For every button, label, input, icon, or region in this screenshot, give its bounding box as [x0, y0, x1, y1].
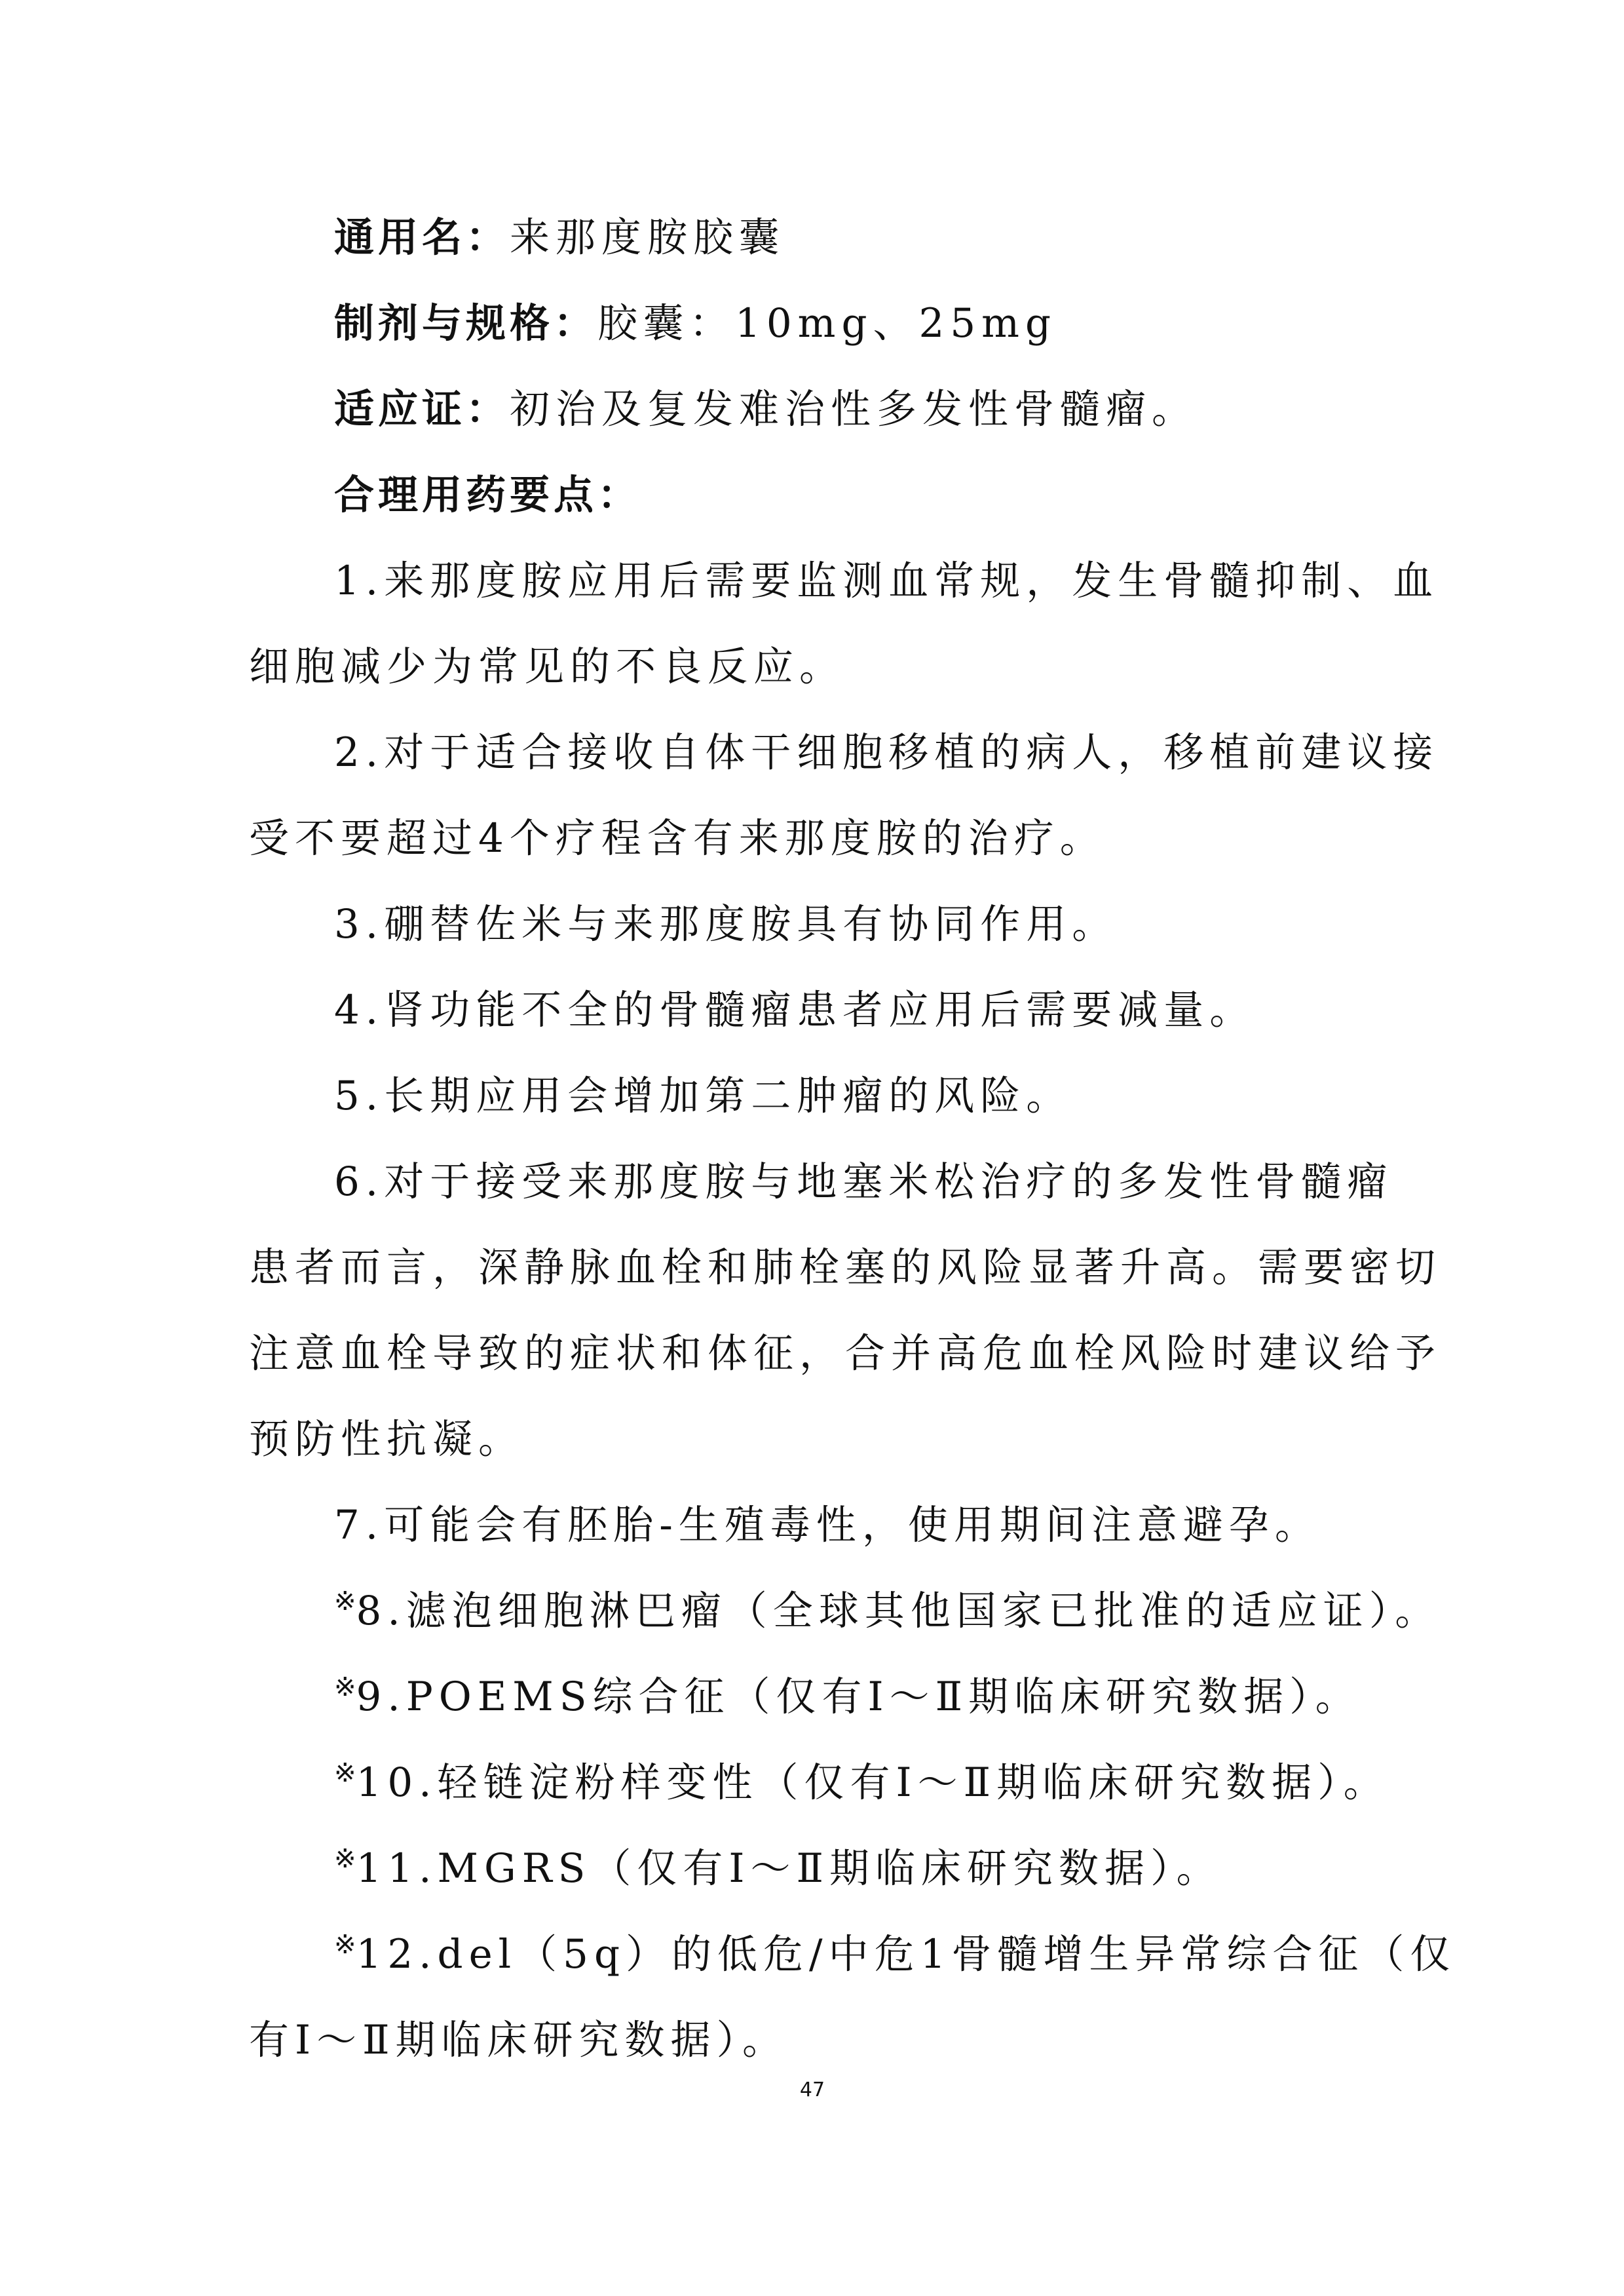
point-1-line-1: 1.来那度胺应用后需要监测血常规，发生骨髓抑制、血 [334, 558, 1439, 604]
point-8 [334, 1585, 1441, 1637]
point-12-text: 12.del（5q）的低危/中危1骨髓增生异常综合征（仅 [356, 1931, 1456, 1978]
indication-label: 适应证： [334, 386, 510, 432]
generic-name-line [334, 212, 1379, 264]
point-12-line-2: 有Ⅰ～Ⅱ期临床研究数据）。 [249, 2017, 789, 2063]
reference-mark: ※ [334, 1844, 356, 1874]
point-2-line-1: 2.对于适合接收自体干细胞移植的病人，移植前建议接 [334, 729, 1439, 776]
point-4: 4.肾功能不全的骨髓瘤患者应用后需要减量。 [334, 987, 1256, 1033]
point-9-text: 9.POEMS综合征（仅有Ⅰ～Ⅱ期临床研究数据）。 [356, 1674, 1361, 1720]
reference-mark: ※ [334, 1758, 356, 1788]
point-3: 3.硼替佐米与来那度胺具有协同作用。 [334, 901, 1118, 947]
point-6-line-3: 注意血栓导致的症状和体征，合并高危血栓风险时建议给予 [249, 1330, 1442, 1377]
point-12-line-1 [334, 1928, 1456, 1981]
key-points-heading: 合理用药要点： [334, 472, 642, 518]
formulation-line [334, 297, 1379, 350]
point-8-text: 8.滤泡细胞淋巴瘤（全球其他国家已批准的适应证）。 [356, 1588, 1441, 1634]
indication-value: 初治及复发难治性多发性骨髓瘤。 [510, 386, 1198, 432]
point-2-line-2: 受不要超过4个疗程含有来那度胺的治疗。 [249, 815, 1106, 862]
point-1-line-2: 细胞减少为常见的不良反应。 [249, 643, 846, 690]
point-10 [334, 1757, 1389, 1809]
formulation-label: 制剂与规格： [334, 300, 598, 347]
point-6-line-1: 6.对于接受来那度胺与地塞米松治疗的多发性骨髓瘤 [334, 1158, 1393, 1205]
reference-mark: ※ [334, 1586, 356, 1617]
point-11 [334, 1843, 1379, 1895]
point-5: 5.长期应用会增加第二肿瘤的风险。 [334, 1073, 1072, 1119]
point-6-line-4: 预防性抗凝。 [249, 1416, 525, 1463]
indication-line [334, 383, 1379, 436]
formulation-value: 胶囊：10mg、25mg [597, 300, 1057, 347]
reference-mark: ※ [334, 1672, 356, 1702]
point-9 [334, 1671, 1379, 1723]
point-7: 7.可能会有胚胎-生殖毒性，使用期间注意避孕。 [334, 1502, 1321, 1548]
generic-name-value: 来那度胺胶囊 [510, 214, 785, 261]
generic-name-label: 通用名： [334, 214, 510, 261]
point-6-line-2: 患者而言，深静脉血栓和肺栓塞的风险显著升高。需要密切 [249, 1244, 1442, 1291]
point-10-text: 10.轻链淀粉样变性（仅有Ⅰ～Ⅱ期临床研究数据）。 [356, 1759, 1389, 1806]
point-11-text: 11.MGRS（仅有Ⅰ～Ⅱ期临床研究数据）。 [356, 1845, 1222, 1892]
reference-mark: ※ [334, 1930, 356, 1960]
page-number: 47 [799, 2078, 825, 2101]
